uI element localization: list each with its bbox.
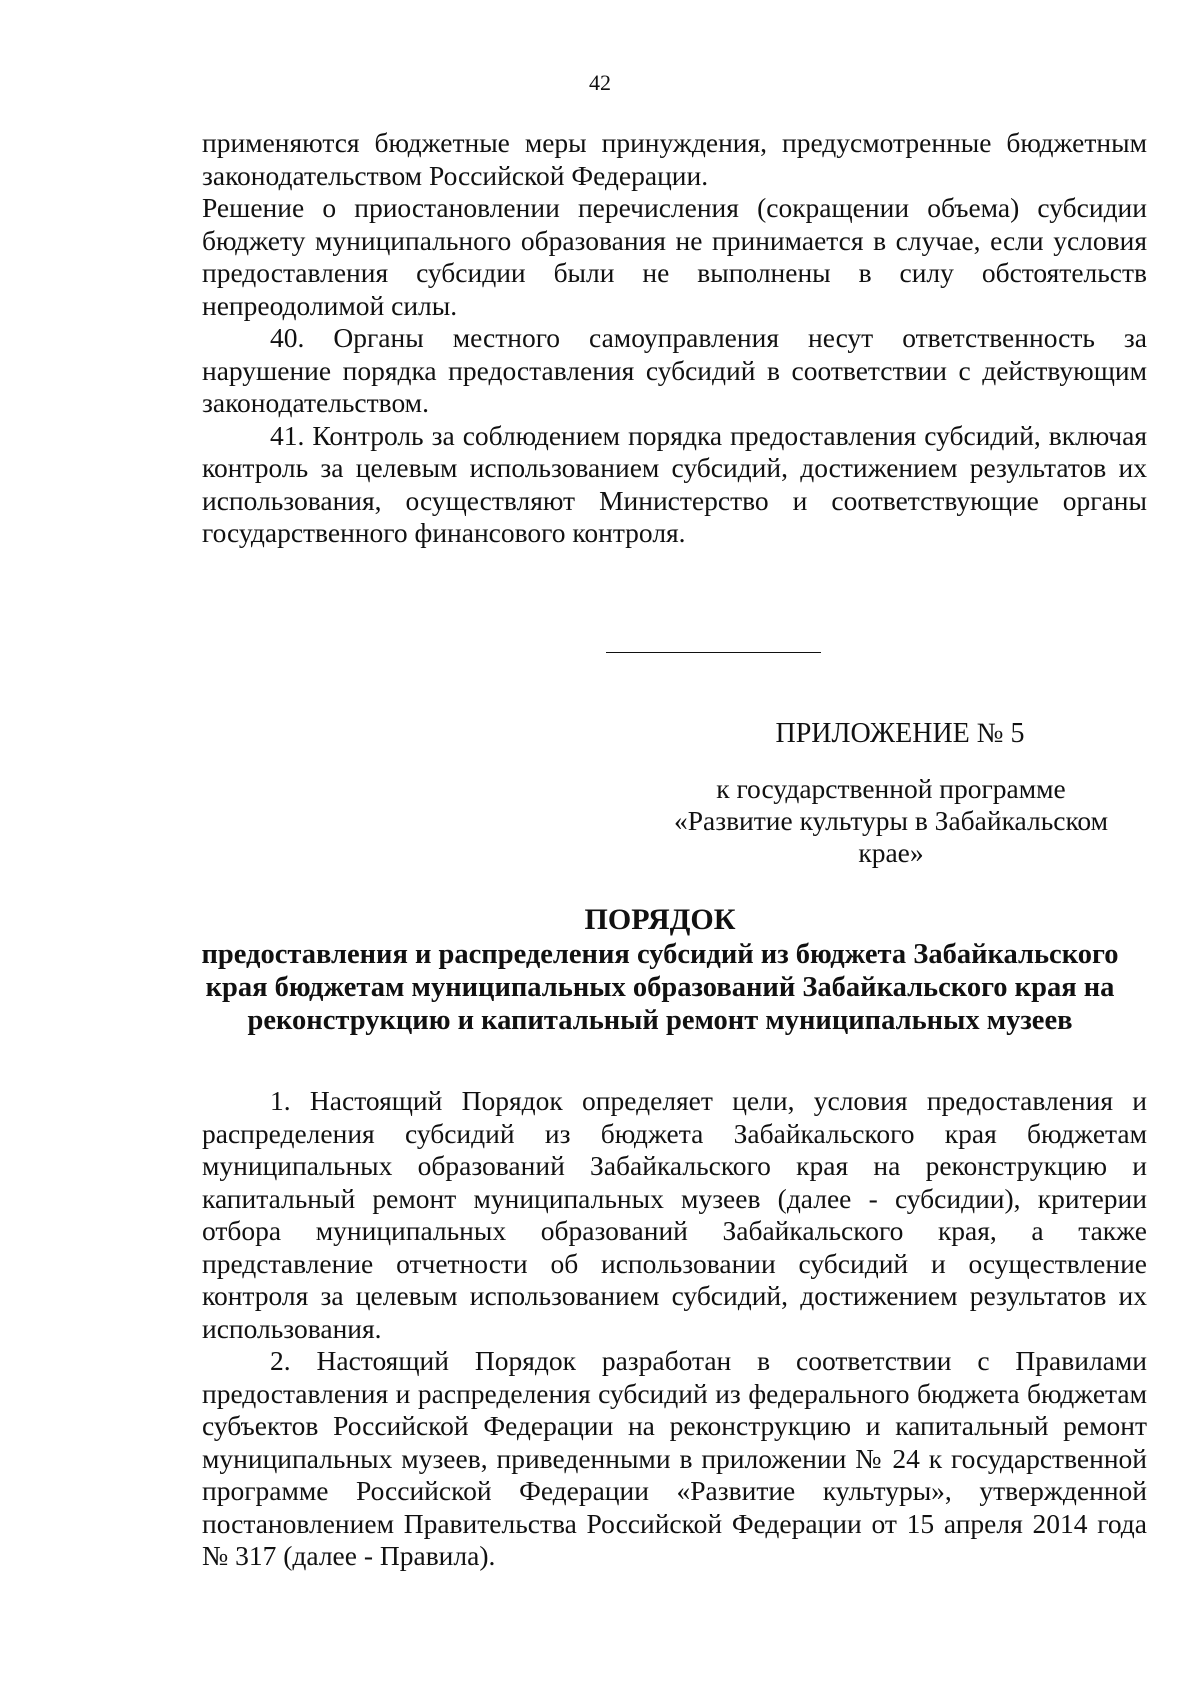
paragraph-40: 40. Органы местного самоуправления несут ответственность за нарушение порядка предоставления субсидий в соответствии с действующим законодательством.: [202, 322, 1147, 418]
heading-sub-line-1: предоставления и распределения субсидий из бюджета Забайкальского: [201, 939, 1119, 970]
heading-sub-line-3: реконструкцию и капитальный ремонт муниципальных музеев: [247, 1005, 1073, 1036]
section-divider-line: [606, 652, 821, 653]
appendix-reference: [656, 773, 1126, 869]
appendix-ref-line-1: к государственной программе: [716, 773, 1066, 804]
paragraph-2: 2. Настоящий Порядок разработан в соответствии с Правилами предоставления и распределения субсидий из федерального бюджета бюджетам субъектов Российской Федерации на реконструкцию и капитальный ремонт муниципальных музеев, приведенными в приложении № 24 к государственной программе Российской Федерации «Развитие культуры», утвержденной постановлением Правительства Российской Федерации от 15 апреля 2014 года № 317 (далее - Правила).: [202, 1345, 1147, 1571]
appendix-ref-line-3: крае»: [858, 837, 924, 868]
bottom-section: [202, 1085, 1147, 1573]
heading-main: ПОРЯДОК: [584, 903, 736, 936]
appendix-ref-line-2: «Развитие культуры в Забайкальском: [673, 805, 1109, 836]
appendix-title: ПРИЛОЖЕНИЕ № 5: [775, 718, 1025, 749]
paragraph-suspension-decision: Решение о приостановлении перечисления (сокращении объема) субсидии бюджету муниципального образования не принимается в случае, если условия предоставления субсидии были не выполнены в силу обстоятельств непреодолимой силы.: [202, 192, 1147, 321]
heading-sub-line-2: края бюджетам муниципальных образований Забайкальского края на: [205, 972, 1115, 1003]
paragraph-41: 41. Контроль за соблюдением порядка предоставления субсидий, включая контроль за целевым использованием субсидий, достижением результатов их использования, осуществляют Министерство и соответствующие органы государственного финансового контроля.: [202, 419, 1147, 548]
paragraph-1: 1. Настоящий Порядок определяет цели, условия предоставления и распределения субсидий из бюджета Забайкальского края бюджетам муниципальных образований Забайкальского края на реконструкцию и капитальный ремонт муниципальных музеев (далее - субсидии), критерии отбора муниципальных образований Забайкальского края, а также представление отчетности об использовании субсидий и осуществление контроля за целевым использованием субсидий, достижением результатов их использования.: [202, 1085, 1147, 1344]
page-number: 42: [589, 70, 611, 95]
document-heading: [180, 903, 1140, 1037]
top-section: [202, 127, 1147, 550]
paragraph-continuation: применяются бюджетные меры принуждения, предусмотренные бюджетным законодательством Российской Федерации.: [202, 127, 1147, 191]
